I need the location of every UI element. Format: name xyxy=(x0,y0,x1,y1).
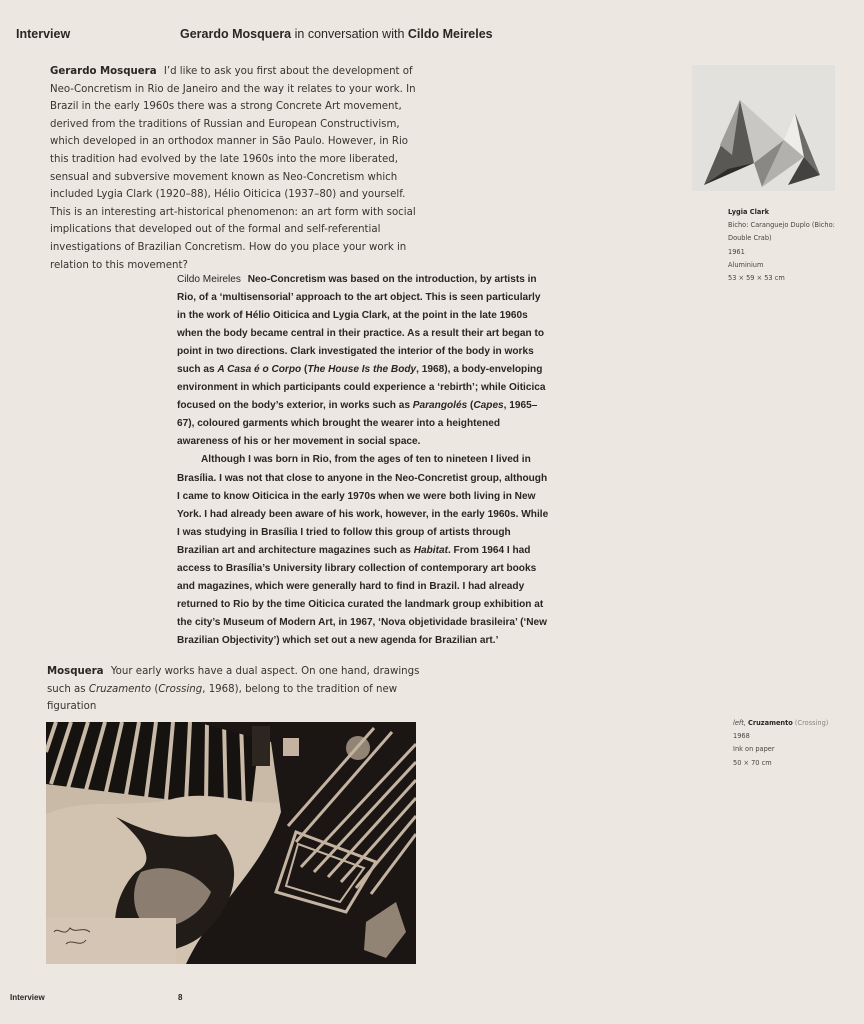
caption-1-dims: 53 × 59 × 53 cm xyxy=(728,274,785,283)
answer-paragraph-2 xyxy=(177,451,549,650)
question-1-text: I’d like to ask you first about the development of Neo-Concretism in Rio de Janeiro and the way it relates to your work. In Brazil in the early 1960s there was a strong Concrete Art movement, derived from the traditions of Russian and European Constructivism, which developed in an orthodox manner in São Paulo. However, in Rio this tradition had evolved by the late 1960s into the more liberated, sensual and subversive movement known as Neo-Concretism which included Lygia Clark (1920–88), Hélio Oiticica (1937–80) and yourself. This is an interesting art-historical phenomenon: an art form with social implications that developed out of the formal and self-referential investigations of Brazilian Concretism. How do you place your work in relation to this movement? xyxy=(50,66,416,271)
lygia-clark-sculpture-photo xyxy=(692,65,835,191)
caption-1-medium: Aluminium xyxy=(728,260,764,269)
caption-1-title: Bicho: Caranguejo Duplo (Bicho: Double Crab) xyxy=(728,221,835,243)
header-section-label: Interview xyxy=(16,27,71,41)
caption-1-artist: Lygia Clark xyxy=(728,208,769,216)
answer-text: ( xyxy=(301,364,308,376)
work-title: Cruzamento xyxy=(88,683,152,695)
answer-text: Neo-Concretism was based on the introduction, by artists in Rio, of a ‘multisensorial’ approach to the art object. This is seen particularly in the work of Hélio Oiticica and Lygia Clark, at the point in the late 1960s when the body became central in their practice. As a result their art began to point in two directions. Clark investigated the interior of the body in works such as xyxy=(177,274,545,376)
caption-2-translation: (Crossing) xyxy=(794,719,829,727)
work-title: Crossing xyxy=(158,683,203,695)
caption-1-year: 1961 xyxy=(728,247,745,256)
magazine-title: Habitat xyxy=(413,544,448,556)
interviewer-name: Gerardo Mosquera xyxy=(180,27,292,41)
question-2-text: ( xyxy=(151,683,159,695)
work-title: Parangolés xyxy=(412,400,468,412)
answer-text: . From 1964 I had access to Brasília’s University library collection of contemporary art books and magazines, which were generally hard to find in Brazil. I had already returned to Rio by the time Oiticica curated the landmark group exhibition at the city’s Museum of Modern Art, in 1967, ‘Nova objetividade brasileira’ (‘New Brazilian Objectivity’) which set out a new agenda for Brazilian art.’ xyxy=(177,544,548,646)
caption-2-medium: Ink on paper xyxy=(733,745,775,754)
question-2 xyxy=(47,663,427,716)
caption-lygia-clark xyxy=(728,206,848,285)
artist-name: Cildo Meireles xyxy=(407,27,493,41)
page-number: 8 xyxy=(178,993,183,1002)
work-title: A Casa é o Corpo xyxy=(217,364,302,376)
question-2-text: , 1968), belong to the tradition of new figuration xyxy=(47,683,398,713)
answer-text: , 1968), a body-enveloping environment in which participants could experience a ‘rebirth’; while Oiticica focused on the body’s exterior, in works such as xyxy=(177,364,546,412)
question-1 xyxy=(50,63,422,274)
caption-2-dims: 50 × 70 cm xyxy=(733,758,772,767)
caption-cruzamento xyxy=(733,717,858,770)
answer-text: ( xyxy=(467,400,474,412)
caption-2-year: 1968 xyxy=(733,732,750,741)
caption-2-title: Cruzamento xyxy=(748,719,793,727)
answer-paragraph-1 xyxy=(177,271,549,451)
answer-text: , 1965–67), coloured garments which brought the wearer into a heightened awareness of his or her movement in social space. xyxy=(177,400,538,448)
footer-section-label: Interview xyxy=(10,993,45,1002)
cruzamento-drawing xyxy=(46,722,416,964)
conversation-text: in conversation with xyxy=(294,27,405,41)
work-title: The House Is the Body xyxy=(307,364,417,376)
work-title: Capes xyxy=(473,400,504,412)
header-title xyxy=(180,27,493,41)
answer-meireles xyxy=(177,271,549,650)
question-1-speaker: Gerardo Mosquera xyxy=(50,66,157,77)
caption-2-position: left, xyxy=(733,719,746,727)
answer-speaker: Cildo Meireles xyxy=(177,274,241,285)
question-2-text: Your early works have a dual aspect. On one hand, drawings such as xyxy=(47,666,420,695)
answer-text: Although I was born in Rio, from the ages of ten to nineteen I lived in Brasília. I was not that close to anyone in the Neo-Concretist group, although I came to know Oiticica in the early 1970s when we were both living in New York. I had already been aware of his work, however, in the early 1960s. While I was studying in Brasília I tried to follow this group of artists through Brazilian art and architecture magazines such as xyxy=(177,454,549,556)
question-2-speaker: Mosquera xyxy=(47,666,104,677)
